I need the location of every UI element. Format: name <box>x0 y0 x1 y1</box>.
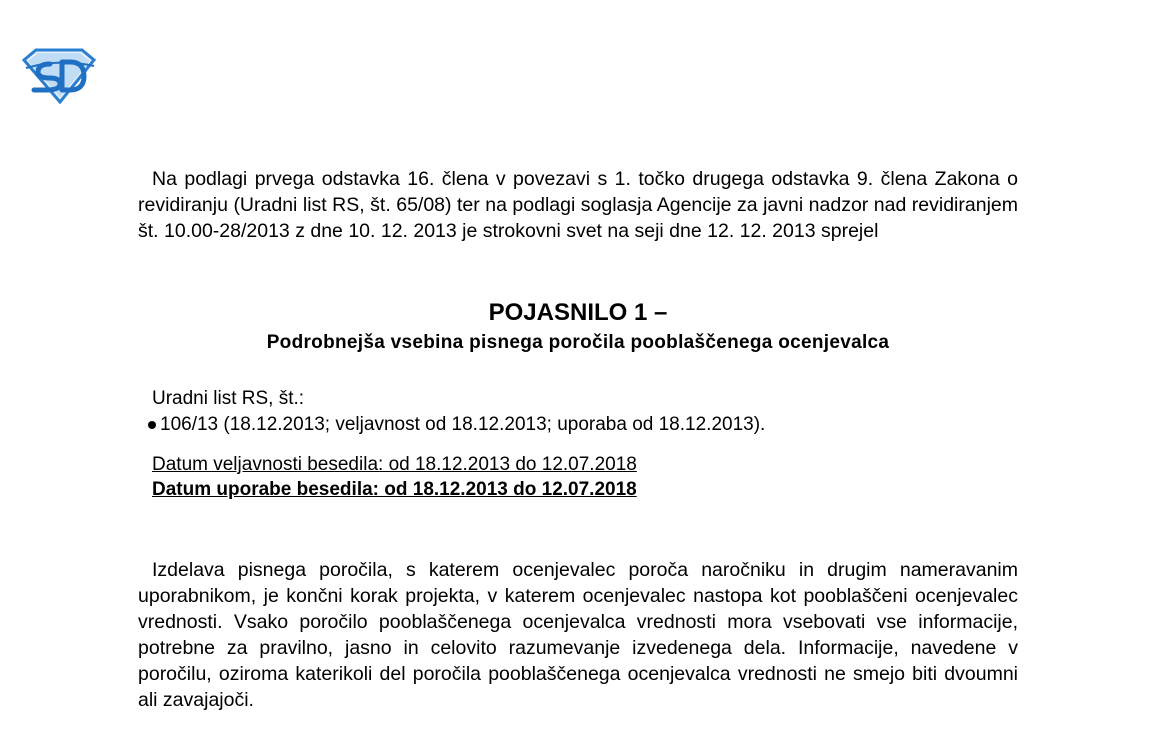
gazette-label: Uradni list RS, št.: <box>152 388 305 409</box>
shield-logo-icon <box>20 44 98 106</box>
document-subtitle: Podrobnejša vsebina pisnega poročila pooblaščenega ocenjevalca <box>266 332 890 353</box>
intro-paragraph: Na podlagi prvega odstavka 16. člena v povezavi s 1. točko drugega odstavka 9. člena Zakona o revidiranju (Uradni list RS, št. 65/08) ter na podlagi soglasja Agencije za javni nadzor nad revidiranjem št. 10.00-28/2013 z dne 10. 12. 2013 je strokovni svet na seji dne 12. 12. 2013 sprejel <box>138 168 1018 242</box>
sd-logo <box>20 44 98 106</box>
body-paragraph: Izdelava pisnega poročila, s katerem ocenjevalec poroča naročniku in drugim nameravanim uporabnikom, je končni korak projekta, v katerem ocenjevalec nastopa kot pooblaščeni ocenjevalec vrednosti. Vsako poročilo pooblaščenega ocenjevalca vrednosti mora vsebovati vse informacije, potrebne za pravilno, jasno in celovito razumevanje izvedenega dela. Informacije, navedene v poročilu, oziroma katerikoli del poročila pooblaščenega ocenjevalca vrednosti ne smejo biti dvoumni ali zavajajoči. <box>138 559 1018 711</box>
gazette-item <box>148 412 765 438</box>
bullet-icon <box>148 421 156 429</box>
validity-date: Datum veljavnosti besedila: od 18.12.2013 do 12.07.2018 <box>152 454 637 475</box>
gazette-reference <box>152 386 765 438</box>
document-title: POJASNILO 1 – <box>488 299 668 326</box>
text-dates <box>152 452 637 502</box>
application-date: Datum uporabe besedila: od 18.12.2013 do 12.07.2018 <box>152 479 637 500</box>
gazette-item-text: 106/13 (18.12.2013; veljavnost od 18.12.2013; uporaba od 18.12.2013). <box>160 414 766 435</box>
